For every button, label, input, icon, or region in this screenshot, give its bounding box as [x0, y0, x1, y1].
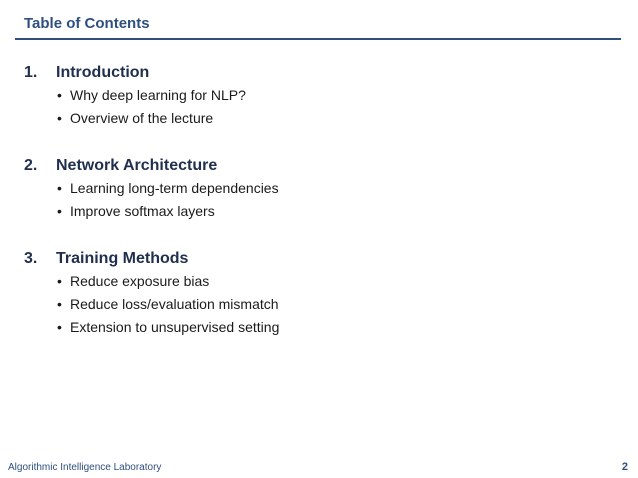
section-item-list [24, 273, 584, 341]
section-number: 2. [24, 157, 38, 174]
list-item [24, 319, 584, 341]
list-item [24, 273, 584, 295]
slide-title: Table of Contents [24, 15, 150, 32]
list-item-text: Overview of the lecture [70, 110, 214, 126]
section-heading [24, 64, 584, 86]
list-item [24, 296, 584, 318]
list-item [24, 87, 584, 109]
bullet-icon: • [57, 296, 62, 312]
bullet-icon: • [57, 87, 62, 103]
list-item [24, 203, 584, 225]
bullet-icon: • [57, 273, 62, 289]
section-heading [24, 250, 584, 272]
section-heading [24, 157, 584, 179]
list-item [24, 110, 584, 132]
section-item-list [24, 180, 584, 225]
section-title: Training Methods [56, 250, 189, 267]
bullet-icon: • [57, 180, 62, 196]
section-number: 3. [24, 250, 38, 267]
toc-section-3 [24, 250, 584, 341]
section-title: Network Architecture [56, 157, 218, 174]
section-item-list [24, 87, 584, 132]
list-item-text: Learning long-term dependencies [70, 180, 279, 196]
title-divider [15, 38, 621, 40]
toc-section-1 [24, 64, 584, 132]
bullet-icon: • [57, 319, 62, 335]
footer-organization: Algorithmic Intelligence Laboratory [8, 462, 162, 473]
list-item-text: Extension to unsupervised setting [70, 319, 280, 335]
list-item-text: Reduce exposure bias [70, 273, 210, 289]
bullet-icon: • [57, 203, 62, 219]
section-title: Introduction [56, 64, 150, 81]
page-number: 2 [621, 461, 628, 473]
list-item-text: Improve softmax layers [70, 203, 215, 219]
section-number: 1. [24, 64, 38, 81]
list-item-text: Reduce loss/evaluation mismatch [70, 296, 279, 312]
toc-section-2 [24, 157, 584, 225]
list-item-text: Why deep learning for NLP? [70, 87, 246, 103]
list-item [24, 180, 584, 202]
bullet-icon: • [57, 110, 62, 126]
